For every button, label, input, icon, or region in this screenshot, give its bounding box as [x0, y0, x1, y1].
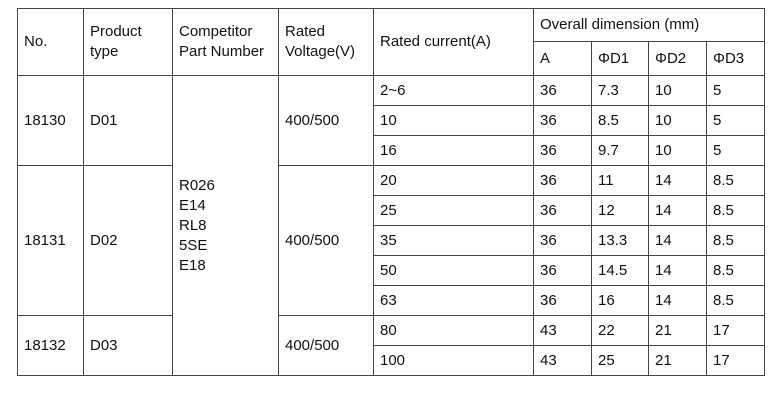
cell-dim-d2: 14: [649, 286, 707, 316]
cell-dim-d2: 14: [649, 196, 707, 226]
cell-dim-a: 36: [534, 256, 592, 286]
cell-rated-current: 100: [374, 346, 534, 376]
cell-dim-d2: 10: [649, 106, 707, 136]
cell-dim-d3: 5: [707, 136, 765, 166]
cell-dim-d3: 8.5: [707, 286, 765, 316]
competitor-part: RL8: [179, 216, 207, 234]
header-no: No.: [18, 9, 84, 76]
cell-rated-voltage: 400/500: [279, 166, 374, 316]
cell-no: 18132: [18, 316, 84, 376]
header-overall-dimension: Overall dimension (mm): [534, 9, 765, 42]
cell-dim-a: 36: [534, 106, 592, 136]
table-row: [18, 166, 765, 196]
cell-dim-d1: 8.5: [592, 106, 649, 136]
cell-dim-d1: 12: [592, 196, 649, 226]
cell-dim-d2: 14: [649, 226, 707, 256]
cell-dim-d1: 9.7: [592, 136, 649, 166]
cell-dim-d3: 8.5: [707, 196, 765, 226]
cell-rated-voltage: 400/500: [279, 316, 374, 376]
header-product-type: Product type: [84, 9, 173, 76]
cell-product-type: D03: [84, 316, 173, 376]
cell-dim-d2: 14: [649, 256, 707, 286]
header-dim-d3: ΦD3: [707, 42, 765, 76]
cell-product-type: D01: [84, 76, 173, 166]
table-row: [18, 76, 765, 106]
competitor-part: E18: [179, 256, 206, 274]
table-row: [18, 316, 765, 346]
cell-dim-d3: 8.5: [707, 256, 765, 286]
header-competitor-part-number: Competitor Part Number: [173, 9, 279, 76]
cell-dim-a: 36: [534, 286, 592, 316]
cell-dim-d3: 17: [707, 346, 765, 376]
cell-dim-d1: 25: [592, 346, 649, 376]
cell-dim-a: 36: [534, 136, 592, 166]
cell-rated-current: 80: [374, 316, 534, 346]
cell-rated-current: 20: [374, 166, 534, 196]
cell-dim-a: 36: [534, 166, 592, 196]
cell-dim-a: 36: [534, 226, 592, 256]
cell-dim-d1: 16: [592, 286, 649, 316]
header-rated-voltage: Rated Voltage(V): [279, 9, 374, 76]
cell-dim-d3: 8.5: [707, 226, 765, 256]
competitor-part: 5SE: [179, 236, 208, 254]
cell-dim-d2: 21: [649, 346, 707, 376]
cell-dim-d3: 5: [707, 76, 765, 106]
cell-dim-a: 43: [534, 346, 592, 376]
cell-rated-current: 50: [374, 256, 534, 286]
cell-dim-d3: 8.5: [707, 166, 765, 196]
header-row: [18, 9, 765, 42]
competitor-part: R026: [179, 176, 215, 194]
cell-rated-current: 2~6: [374, 76, 534, 106]
cell-dim-d2: 14: [649, 166, 707, 196]
cell-dim-d1: 11: [592, 166, 649, 196]
cell-rated-current: 63: [374, 286, 534, 316]
header-rated-current: Rated current(A): [374, 9, 534, 76]
cell-dim-d1: 14.5: [592, 256, 649, 286]
cell-dim-a: 36: [534, 196, 592, 226]
spec-table: [17, 8, 765, 376]
cell-dim-d2: 10: [649, 76, 707, 106]
cell-dim-d2: 21: [649, 316, 707, 346]
cell-competitor-part-numbers: [173, 76, 279, 376]
cell-dim-d3: 5: [707, 106, 765, 136]
cell-dim-a: 36: [534, 76, 592, 106]
cell-rated-current: 10: [374, 106, 534, 136]
cell-no: 18131: [18, 166, 84, 316]
competitor-part: E14: [179, 196, 206, 214]
cell-rated-voltage: 400/500: [279, 76, 374, 166]
cell-dim-d1: 7.3: [592, 76, 649, 106]
cell-dim-d3: 17: [707, 316, 765, 346]
cell-dim-d2: 10: [649, 136, 707, 166]
cell-rated-current: 25: [374, 196, 534, 226]
cell-dim-a: 43: [534, 316, 592, 346]
cell-dim-d1: 22: [592, 316, 649, 346]
cell-no: 18130: [18, 76, 84, 166]
cell-product-type: D02: [84, 166, 173, 316]
cell-rated-current: 35: [374, 226, 534, 256]
header-dim-d1: ΦD1: [592, 42, 649, 76]
header-dim-a: A: [534, 42, 592, 76]
cell-dim-d1: 13.3: [592, 226, 649, 256]
cell-rated-current: 16: [374, 136, 534, 166]
header-dim-d2: ΦD2: [649, 42, 707, 76]
